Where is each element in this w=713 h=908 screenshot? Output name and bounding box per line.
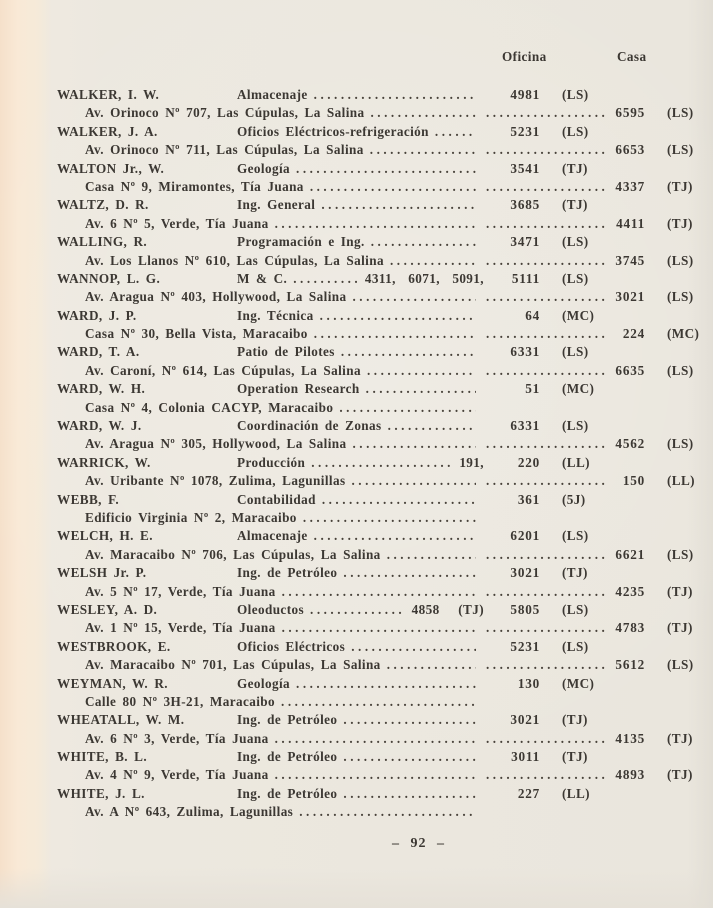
office-location-code: (LS) bbox=[562, 270, 589, 286]
office-location-code: (TJ) bbox=[562, 712, 588, 728]
office-phone-number: 227 bbox=[517, 785, 540, 801]
job-title: Patio de Pilotes bbox=[237, 344, 335, 360]
job-title: Oficios Eléctricos-refrigeración bbox=[237, 123, 429, 139]
directory-entry bbox=[57, 675, 700, 712]
job-title: Ing. de Petróleo bbox=[237, 749, 338, 765]
home-location-code: (LS) bbox=[667, 142, 694, 158]
entry-address-line bbox=[57, 546, 700, 564]
directory-entry bbox=[57, 233, 700, 270]
entry-main-line bbox=[57, 454, 700, 472]
entry-main-line bbox=[57, 380, 700, 398]
entry-address-line bbox=[57, 693, 700, 711]
dot-leader bbox=[282, 619, 476, 637]
entry-address-line bbox=[57, 215, 700, 233]
entry-main-line bbox=[57, 417, 700, 435]
office-column-dot-leader bbox=[484, 362, 605, 380]
home-location-code: (TJ) bbox=[667, 620, 693, 636]
person-name: WHITE, B. L. bbox=[57, 749, 148, 765]
entry-address-line bbox=[57, 656, 700, 674]
home-phone-number: 5612 bbox=[615, 657, 645, 673]
directory-entry bbox=[57, 564, 700, 601]
dot-leader bbox=[303, 509, 476, 527]
office-column-dot-leader bbox=[484, 252, 605, 270]
entry-address-line bbox=[57, 619, 700, 637]
home-phone-number: 6595 bbox=[615, 105, 645, 121]
home-location-code: (TJ) bbox=[667, 767, 693, 783]
person-name: WEYMAN, W. R. bbox=[57, 675, 168, 691]
home-location-code: (TJ) bbox=[667, 583, 693, 599]
entry-main-line bbox=[57, 638, 700, 656]
home-location-code: (LS) bbox=[667, 657, 694, 673]
entry-address-line bbox=[57, 730, 700, 748]
dot-leader bbox=[321, 196, 476, 214]
person-name: WEBB, F. bbox=[57, 491, 120, 507]
entry-main-line bbox=[57, 123, 700, 141]
job-title: Almacenaje bbox=[237, 87, 308, 102]
office-phone-number: 6331 bbox=[510, 344, 540, 360]
person-name: WARRICK, W. bbox=[57, 454, 151, 470]
entry-address-line bbox=[57, 472, 700, 490]
oficina-column-header: Oficina bbox=[502, 49, 547, 64]
person-name: WARD, W. J. bbox=[57, 418, 142, 434]
dot-leader bbox=[387, 546, 476, 564]
dot-leader bbox=[343, 564, 476, 582]
casa-column-header: Casa bbox=[617, 49, 647, 64]
entry-main-line bbox=[57, 160, 700, 178]
person-name: WALKER, I. W. bbox=[57, 87, 160, 102]
entry-main-line bbox=[57, 233, 700, 251]
job-title: Ing. Técnica bbox=[237, 307, 314, 323]
home-location-code: (LS) bbox=[667, 252, 694, 268]
dot-leader bbox=[320, 307, 476, 325]
person-address: Av. 5 Nº 17, Verde, Tía Juana bbox=[85, 583, 276, 599]
person-address: Av. Aragua Nº 403, Hollywood, La Salina bbox=[85, 289, 347, 305]
office-location-code: (TJ) bbox=[562, 565, 588, 581]
office-phone-number: 6331 bbox=[510, 418, 540, 434]
home-location-code: (MC) bbox=[667, 326, 700, 342]
entry-main-line bbox=[57, 86, 700, 104]
office-column-dot-leader bbox=[484, 656, 605, 674]
person-address: Av. Orinoco Nº 707, Las Cúpulas, La Salina bbox=[85, 105, 365, 121]
person-name: WHITE, J. L. bbox=[57, 785, 145, 801]
entry-main-line bbox=[57, 748, 700, 766]
office-location-code: (MC) bbox=[562, 307, 595, 323]
job-title: Geología bbox=[237, 160, 291, 176]
directory-entry bbox=[57, 638, 700, 675]
dot-leader bbox=[282, 583, 476, 601]
home-location-code: (LS) bbox=[667, 105, 694, 121]
extra-phone-numbers: 4311, 6071, 5091, bbox=[364, 270, 484, 286]
home-phone-number: 4893 bbox=[615, 767, 645, 783]
dot-leader bbox=[366, 380, 476, 398]
dot-leader bbox=[314, 325, 476, 343]
dot-leader bbox=[388, 417, 476, 435]
office-column-dot-leader bbox=[484, 215, 605, 233]
directory-entry bbox=[57, 196, 700, 233]
entry-main-line bbox=[57, 196, 700, 214]
page-number: – 92 – bbox=[392, 836, 445, 851]
office-phone-number: 4981 bbox=[510, 87, 540, 102]
home-phone-number: 6653 bbox=[615, 142, 645, 158]
entry-main-line bbox=[57, 343, 700, 361]
dot-leader bbox=[339, 399, 476, 417]
person-address: Casa Nº 4, Colonia CACYP, Maracaibo bbox=[85, 399, 334, 415]
home-location-code: (LS) bbox=[667, 546, 694, 562]
entry-address-line bbox=[57, 399, 700, 417]
home-phone-number: 4411 bbox=[616, 215, 645, 231]
entry-address-line bbox=[57, 325, 700, 343]
home-phone-number: 3745 bbox=[615, 252, 645, 268]
entry-main-line bbox=[57, 711, 700, 729]
home-phone-number: 150 bbox=[622, 473, 645, 489]
entry-main-line bbox=[57, 491, 700, 509]
home-location-code: (TJ) bbox=[667, 215, 693, 231]
entry-main-line bbox=[57, 564, 700, 582]
person-address: Av. Maracaibo Nº 706, Las Cúpulas, La Salina bbox=[85, 546, 381, 562]
office-location-code: (LS) bbox=[562, 234, 589, 250]
dot-leader bbox=[371, 104, 477, 122]
directory-entry bbox=[57, 160, 700, 197]
job-title: Ing. de Petróleo bbox=[237, 785, 338, 801]
person-name: WALKER, J. A. bbox=[57, 123, 158, 139]
person-address: Av. 6 Nº 3, Verde, Tía Juana bbox=[85, 730, 269, 746]
job-title: Ing. General bbox=[237, 197, 316, 213]
entry-address-line bbox=[57, 583, 700, 601]
office-location-code: (LL) bbox=[562, 785, 590, 801]
entry-address-line bbox=[57, 104, 700, 122]
directory-entry bbox=[57, 307, 700, 344]
office-location-code: (LS) bbox=[562, 601, 589, 617]
office-phone-number: 220 bbox=[517, 454, 540, 470]
dot-leader bbox=[343, 711, 476, 729]
person-name: WESTBROOK, E. bbox=[57, 638, 171, 654]
office-location-code: (LS) bbox=[562, 638, 589, 654]
directory-entry bbox=[57, 601, 700, 638]
dot-leader bbox=[293, 270, 357, 288]
person-name: WANNOP, L. G. bbox=[57, 270, 161, 286]
job-title: Contabilidad bbox=[237, 491, 316, 507]
dot-leader bbox=[367, 362, 476, 380]
dot-leader bbox=[275, 730, 476, 748]
dot-leader bbox=[275, 766, 476, 784]
home-phone-number: 224 bbox=[622, 326, 645, 342]
office-column-dot-leader bbox=[484, 104, 605, 122]
person-address: Casa Nº 30, Bella Vista, Maracaibo bbox=[85, 326, 308, 342]
office-phone-number: 51 bbox=[525, 381, 540, 397]
dot-leader bbox=[299, 803, 476, 821]
entry-address-line bbox=[57, 141, 700, 159]
person-address: Av. Caroní, Nº 614, Las Cúpulas, La Salina bbox=[85, 362, 361, 378]
person-address: Av. 1 Nº 15, Verde, Tía Juana bbox=[85, 620, 276, 636]
office-column-dot-leader bbox=[484, 141, 605, 159]
office-column-dot-leader bbox=[484, 178, 605, 196]
person-name: WHEATALL, W. M. bbox=[57, 712, 185, 728]
office-location-code: (LS) bbox=[562, 344, 589, 360]
person-address: Av. Aragua Nº 305, Hollywood, La Salina bbox=[85, 436, 347, 452]
home-phone-number: 6621 bbox=[615, 546, 645, 562]
directory-entries bbox=[57, 86, 700, 822]
office-phone-number: 361 bbox=[517, 491, 540, 507]
person-name: WALTON Jr., W. bbox=[57, 160, 165, 176]
home-phone-number: 4562 bbox=[615, 436, 645, 452]
office-column-dot-leader bbox=[484, 766, 605, 784]
person-address: Casa Nº 9, Miramontes, Tía Juana bbox=[85, 178, 304, 194]
entry-main-line bbox=[57, 270, 700, 288]
person-name: WESLEY, A. D. bbox=[57, 601, 158, 617]
office-phone-number: 5111 bbox=[511, 270, 540, 286]
dot-leader bbox=[296, 160, 476, 178]
dot-leader bbox=[322, 491, 476, 509]
job-title: Oleoductos bbox=[237, 601, 305, 617]
office-phone-number: 6201 bbox=[510, 528, 540, 544]
person-address: Av. Uribante Nº 1078, Zulima, Lagunillas bbox=[85, 473, 346, 489]
dot-leader bbox=[387, 656, 476, 674]
office-phone-number: 3021 bbox=[510, 712, 540, 728]
directory-entry bbox=[57, 785, 700, 822]
dot-leader bbox=[343, 748, 476, 766]
office-location-code: (5J) bbox=[562, 491, 586, 507]
dot-leader bbox=[435, 123, 476, 141]
job-title: Coordinación de Zonas bbox=[237, 418, 382, 434]
home-phone-number: 4135 bbox=[615, 730, 645, 746]
office-column-dot-leader bbox=[484, 472, 605, 490]
entry-main-line bbox=[57, 785, 700, 803]
person-name: WARD, J. P. bbox=[57, 307, 137, 323]
dot-leader bbox=[311, 454, 451, 472]
directory-entry bbox=[57, 123, 700, 160]
office-phone-number: 64 bbox=[525, 307, 540, 323]
person-address: Calle 80 Nº 3H-21, Maracaibo bbox=[85, 693, 276, 709]
dot-leader bbox=[275, 215, 476, 233]
dot-leader bbox=[371, 233, 476, 251]
entry-address-line bbox=[57, 766, 700, 784]
home-location-code: (TJ) bbox=[667, 730, 693, 746]
person-address: Av. A Nº 643, Zulima, Lagunillas bbox=[85, 804, 294, 820]
job-title: Oficios Eléctricos bbox=[237, 638, 346, 654]
home-phone-number: 4337 bbox=[615, 178, 645, 194]
job-title: Ing. de Petróleo bbox=[237, 712, 338, 728]
job-title: Producción bbox=[237, 454, 306, 470]
office-location-code: (LS) bbox=[562, 87, 589, 102]
entry-address-line bbox=[57, 509, 700, 527]
dot-leader bbox=[343, 785, 476, 803]
job-title: Programación e Ing. bbox=[237, 234, 365, 250]
dot-leader bbox=[390, 252, 476, 270]
entry-address-line bbox=[57, 435, 700, 453]
home-phone-number: 3021 bbox=[615, 289, 645, 305]
office-phone-number: 5231 bbox=[510, 638, 540, 654]
office-column-dot-leader bbox=[484, 583, 605, 601]
directory-entry bbox=[57, 491, 700, 528]
office-column-dot-leader bbox=[484, 288, 605, 306]
office-location-code: (LS) bbox=[562, 528, 589, 544]
office-column-dot-leader bbox=[484, 325, 605, 343]
office-phone-number: 3021 bbox=[510, 565, 540, 581]
home-location-code: (LL) bbox=[667, 473, 695, 489]
directory-entry bbox=[57, 454, 700, 491]
home-location-code: (LS) bbox=[667, 289, 694, 305]
entry-address-line bbox=[57, 178, 700, 196]
directory-entry bbox=[57, 343, 700, 380]
directory-entry bbox=[57, 527, 700, 564]
office-column-dot-leader bbox=[484, 730, 605, 748]
person-name: WALTZ, D. R. bbox=[57, 197, 149, 213]
entry-main-line bbox=[57, 601, 700, 619]
person-name: WELSH Jr. P. bbox=[57, 565, 147, 581]
dot-leader bbox=[314, 527, 476, 545]
office-phone-number: 3471 bbox=[510, 234, 540, 250]
office-location-code: (LL) bbox=[562, 454, 590, 470]
extra-phone-numbers: 4858 (TJ) bbox=[411, 601, 484, 617]
office-phone-number: 3685 bbox=[510, 197, 540, 213]
person-address: Edificio Virginia Nº 2, Maracaibo bbox=[85, 509, 297, 525]
entry-main-line bbox=[57, 307, 700, 325]
office-location-code: (TJ) bbox=[562, 749, 588, 765]
dot-leader bbox=[353, 435, 477, 453]
person-address: Av. Maracaibo Nº 701, Las Cúpulas, La Salina bbox=[85, 657, 381, 673]
extra-phone-numbers: 191, bbox=[459, 454, 484, 470]
home-phone-number: 4235 bbox=[615, 583, 645, 599]
person-name: WELCH, H. E. bbox=[57, 528, 153, 544]
job-title: M & C. bbox=[237, 270, 288, 286]
dot-leader bbox=[341, 343, 476, 361]
home-phone-number: 4783 bbox=[615, 620, 645, 636]
person-address: Av. Orinoco Nº 711, Las Cúpulas, La Salina bbox=[85, 142, 364, 158]
dot-leader bbox=[310, 601, 404, 619]
home-location-code: (LS) bbox=[667, 436, 694, 452]
dot-leader bbox=[352, 472, 477, 490]
office-phone-number: 5805 bbox=[510, 601, 540, 617]
person-address: Av. Los Llanos Nº 610, Las Cúpulas, La Salina bbox=[85, 252, 384, 268]
office-phone-number: 130 bbox=[517, 675, 540, 691]
directory-entry bbox=[57, 711, 700, 748]
entry-address-line bbox=[57, 803, 700, 821]
office-column-dot-leader bbox=[484, 435, 605, 453]
person-name: WARD, T. A. bbox=[57, 344, 140, 360]
directory-entry bbox=[57, 270, 700, 307]
person-name: WARD, W. H. bbox=[57, 381, 146, 397]
office-location-code: (TJ) bbox=[562, 197, 588, 213]
office-column-dot-leader bbox=[484, 619, 605, 637]
office-column-dot-leader bbox=[484, 546, 605, 564]
directory-entry bbox=[57, 748, 700, 785]
office-location-code: (MC) bbox=[562, 381, 595, 397]
entry-address-line bbox=[57, 288, 700, 306]
office-phone-number: 5231 bbox=[510, 123, 540, 139]
job-title: Operation Research bbox=[237, 381, 360, 397]
column-header-row bbox=[57, 48, 700, 66]
person-name: WALLING, R. bbox=[57, 234, 148, 250]
entry-address-line bbox=[57, 362, 700, 380]
dot-leader bbox=[310, 178, 476, 196]
office-location-code: (MC) bbox=[562, 675, 595, 691]
job-title: Almacenaje bbox=[237, 528, 308, 544]
office-location-code: (TJ) bbox=[562, 160, 588, 176]
home-phone-number: 6635 bbox=[615, 362, 645, 378]
office-location-code: (LS) bbox=[562, 418, 589, 434]
dot-leader bbox=[281, 693, 476, 711]
directory-entry bbox=[57, 86, 700, 123]
directory-entry bbox=[57, 417, 700, 454]
dot-leader bbox=[370, 141, 476, 159]
dot-leader bbox=[296, 675, 476, 693]
entry-main-line bbox=[57, 527, 700, 545]
home-location-code: (TJ) bbox=[667, 178, 693, 194]
home-location-code: (LS) bbox=[667, 362, 694, 378]
directory-entry bbox=[57, 380, 700, 417]
entry-main-line bbox=[57, 675, 700, 693]
dot-leader bbox=[351, 638, 476, 656]
entry-address-line bbox=[57, 252, 700, 270]
job-title: Geología bbox=[237, 675, 291, 691]
job-title: Ing. de Petróleo bbox=[237, 565, 338, 581]
office-phone-number: 3011 bbox=[511, 749, 540, 765]
dot-leader bbox=[353, 288, 477, 306]
dot-leader bbox=[314, 86, 476, 104]
person-address: Av. 6 Nº 5, Verde, Tía Juana bbox=[85, 215, 269, 231]
office-location-code: (LS) bbox=[562, 123, 589, 139]
office-phone-number: 3541 bbox=[510, 160, 540, 176]
person-address: Av. 4 Nº 9, Verde, Tía Juana bbox=[85, 767, 269, 783]
